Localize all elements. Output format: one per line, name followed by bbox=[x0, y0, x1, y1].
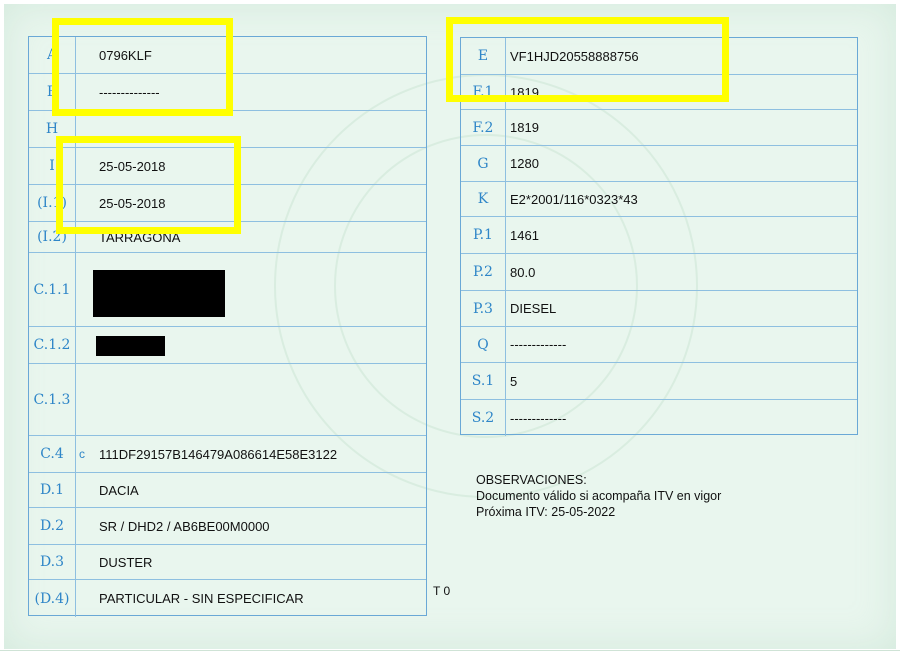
field-row-g bbox=[461, 146, 857, 182]
field-value: DIESEL bbox=[510, 301, 557, 316]
field-row-s2 bbox=[461, 400, 857, 436]
field-row-h bbox=[29, 111, 426, 148]
field-row-c11 bbox=[29, 253, 426, 327]
field-value: E2*2001/116*0323*43 bbox=[510, 191, 638, 207]
field-code: P.1 bbox=[461, 217, 506, 253]
field-row-d1 bbox=[29, 473, 426, 508]
field-code: D.1 bbox=[29, 473, 76, 507]
field-value: 1280 bbox=[510, 156, 539, 171]
field-row-s1 bbox=[461, 363, 857, 400]
field-value: 25-05-2018 bbox=[99, 158, 166, 174]
field-code: B bbox=[29, 74, 76, 110]
field-value: 80.0 bbox=[510, 264, 536, 280]
field-subcode: c bbox=[79, 447, 85, 461]
field-value: 1461 bbox=[510, 227, 539, 243]
field-value: DUSTER bbox=[99, 554, 153, 570]
observations-block bbox=[476, 472, 721, 520]
field-row-p1 bbox=[461, 217, 857, 254]
field-row-p2 bbox=[461, 254, 857, 291]
observations-line-1: Documento válido si acompaña ITV en vigor bbox=[476, 489, 722, 503]
field-value: VF1HJD20558888756 bbox=[510, 48, 639, 64]
field-row-c12 bbox=[29, 327, 426, 364]
field-row-i2 bbox=[29, 222, 426, 253]
field-value: PARTICULAR - SIN ESPECIFICAR bbox=[99, 591, 304, 606]
field-code: C.1.1 bbox=[29, 253, 76, 326]
field-value: DACIA bbox=[99, 482, 139, 498]
field-value: 0796KLF bbox=[99, 47, 152, 63]
t0-mark: T 0 bbox=[433, 584, 451, 598]
field-value: 1819 bbox=[510, 120, 539, 135]
field-row-d2 bbox=[29, 508, 426, 545]
left-field-table bbox=[28, 36, 427, 616]
field-value: ------------- bbox=[510, 337, 567, 352]
field-code: S.2 bbox=[461, 400, 506, 436]
field-code: S.1 bbox=[461, 363, 506, 399]
field-row-d4 bbox=[29, 580, 426, 617]
field-code: A bbox=[29, 37, 76, 73]
field-row-i bbox=[29, 148, 426, 185]
field-row-b bbox=[29, 74, 426, 111]
field-code: H bbox=[29, 111, 76, 147]
field-row-c4 bbox=[29, 436, 426, 473]
field-value: 5 bbox=[510, 373, 518, 389]
field-value: TARRAGONA bbox=[99, 229, 181, 245]
field-code: F.2 bbox=[461, 110, 506, 145]
field-code: (I.2) bbox=[29, 222, 76, 252]
field-code: D.2 bbox=[29, 508, 76, 544]
bottom-edge bbox=[0, 650, 900, 651]
field-row-i1 bbox=[29, 185, 426, 222]
field-row-c13 bbox=[29, 364, 426, 436]
field-row-p3 bbox=[461, 291, 857, 327]
redaction-box bbox=[93, 270, 225, 317]
field-code: I bbox=[29, 148, 76, 184]
observations-title: OBSERVACIONES: bbox=[476, 473, 587, 487]
field-row-f1 bbox=[461, 75, 857, 110]
field-row-k bbox=[461, 182, 857, 217]
field-row-q bbox=[461, 327, 857, 363]
field-code: K bbox=[461, 182, 506, 216]
observations-line-2: Próxima ITV: 25-05-2022 bbox=[476, 505, 616, 519]
field-code: C.1.3 bbox=[29, 364, 76, 435]
field-code: F.1 bbox=[461, 75, 506, 109]
field-code: Q bbox=[461, 327, 506, 362]
field-value: -------------- bbox=[99, 84, 160, 100]
right-field-table bbox=[460, 37, 858, 435]
field-code: P.3 bbox=[461, 291, 506, 326]
field-value: 111DF29157B146479A086614E58E3122 bbox=[99, 446, 338, 462]
field-code: D.3 bbox=[29, 545, 76, 579]
field-code: C.1.2 bbox=[29, 327, 76, 363]
field-row-d3 bbox=[29, 545, 426, 580]
field-row-e bbox=[461, 38, 857, 75]
field-code: G bbox=[461, 146, 506, 181]
field-value: SR / DHD2 / AB6BE00M0000 bbox=[99, 518, 270, 534]
field-code: P.2 bbox=[461, 254, 506, 290]
field-value: 25-05-2018 bbox=[99, 195, 166, 211]
field-row-f2 bbox=[461, 110, 857, 146]
field-row-a bbox=[29, 37, 426, 74]
field-code: (D.4) bbox=[29, 580, 76, 617]
field-code: (I.1) bbox=[29, 185, 76, 221]
redaction-box bbox=[96, 336, 165, 356]
field-value: 1819 bbox=[510, 84, 539, 100]
field-code: C.4 bbox=[29, 436, 76, 472]
field-value: ------------- bbox=[510, 410, 567, 426]
field-code: E bbox=[461, 38, 506, 74]
